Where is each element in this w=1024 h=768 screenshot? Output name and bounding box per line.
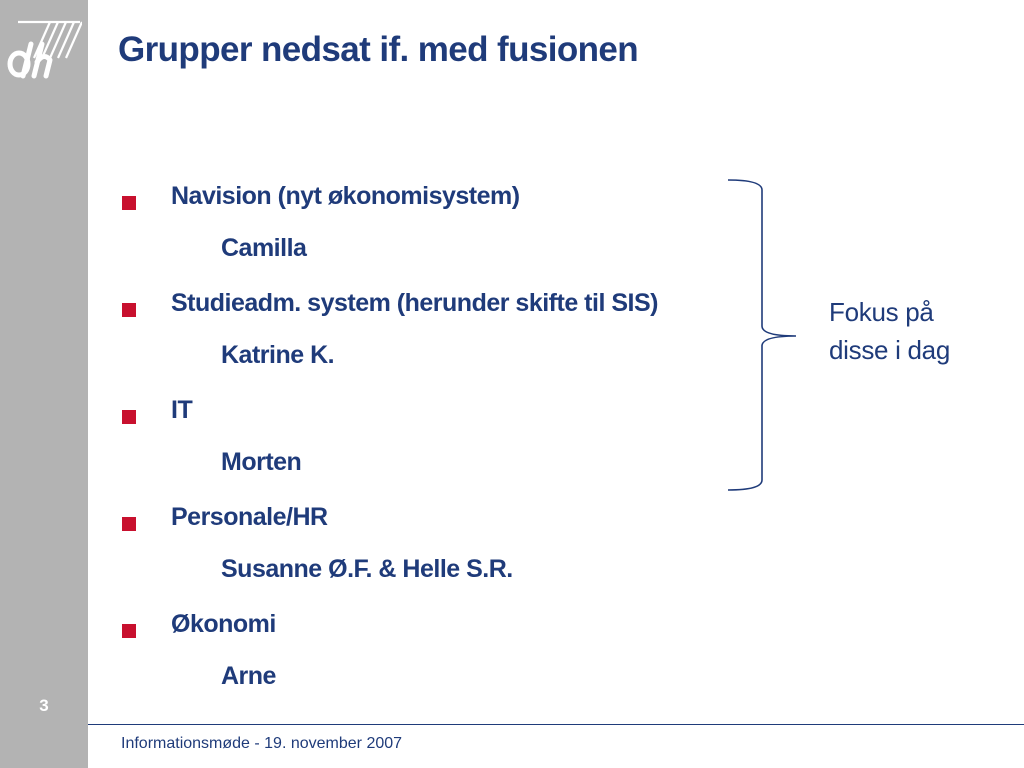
list-item: [118, 610, 758, 717]
focus-note-line: Fokus på: [829, 297, 934, 327]
list-item: [118, 396, 758, 503]
group-title: Studieadm. system (herunder skifte til SIS): [171, 289, 658, 317]
group-person: Arne: [221, 662, 276, 690]
bullet-square-icon: [122, 196, 136, 210]
group-title: Økonomi: [171, 610, 276, 638]
group-title: IT: [171, 396, 193, 424]
list-item: [118, 182, 758, 289]
bullet-square-icon: [122, 303, 136, 317]
group-title: Personale/HR: [171, 503, 328, 531]
sidebar: [0, 0, 88, 768]
bullet-square-icon: [122, 517, 136, 531]
bullet-square-icon: [122, 410, 136, 424]
group-person: Camilla: [221, 234, 307, 262]
group-person: Susanne Ø.F. & Helle S.R.: [221, 555, 513, 583]
group-list: [118, 182, 758, 717]
group-person: Katrine K.: [221, 341, 335, 369]
dh-logo-icon: [4, 14, 82, 84]
list-item: [118, 289, 758, 396]
focus-note: [829, 293, 1009, 369]
focus-note-line: disse i dag: [829, 335, 950, 365]
slide-number: 3: [39, 696, 49, 715]
footer-divider: [88, 724, 1024, 725]
curly-brace-icon: [724, 178, 804, 494]
group-person: Morten: [221, 448, 302, 476]
list-item: [118, 503, 758, 610]
group-title: Navision (nyt økonomisystem): [171, 182, 520, 210]
footer-text: Informationsmøde - 19. november 2007: [121, 735, 403, 752]
bullet-square-icon: [122, 624, 136, 638]
page-title: Grupper nedsat if. med fusionen: [118, 30, 639, 69]
